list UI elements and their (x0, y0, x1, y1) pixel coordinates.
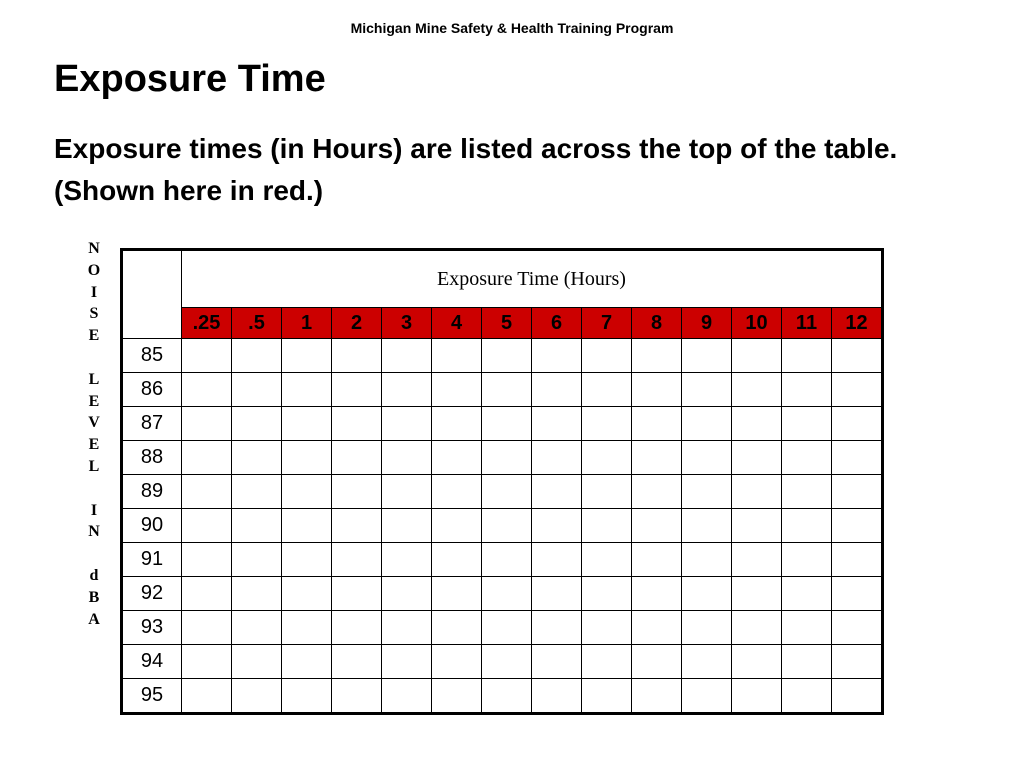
empty-cell (482, 645, 532, 679)
empty-cell (682, 373, 732, 407)
empty-cell (632, 339, 682, 373)
table-row (122, 509, 883, 543)
empty-cell (482, 577, 532, 611)
empty-cell (832, 611, 883, 645)
empty-cell (582, 373, 632, 407)
empty-cell (332, 509, 382, 543)
empty-cell (382, 679, 432, 714)
empty-cell (532, 577, 582, 611)
empty-cell (382, 407, 432, 441)
noise-level-cell: 87 (122, 407, 182, 441)
empty-cell (182, 339, 232, 373)
empty-cell (532, 645, 582, 679)
empty-cell (282, 509, 332, 543)
empty-cell (582, 543, 632, 577)
empty-cell (332, 679, 382, 714)
hour-header-cell: .5 (232, 308, 282, 339)
empty-cell (182, 645, 232, 679)
empty-cell (282, 373, 332, 407)
empty-cell (532, 441, 582, 475)
table-row (122, 407, 883, 441)
side-label-letter: I (90, 501, 98, 519)
empty-cell (832, 543, 883, 577)
corner-cell (122, 250, 182, 339)
empty-cell (432, 475, 482, 509)
empty-cell (832, 475, 883, 509)
empty-cell (282, 441, 332, 475)
empty-cell (232, 407, 282, 441)
empty-cell (182, 441, 232, 475)
empty-cell (632, 441, 682, 475)
side-label-letter: V (88, 414, 100, 432)
empty-cell (332, 373, 382, 407)
table-row (122, 577, 883, 611)
empty-cell (332, 407, 382, 441)
empty-cell (782, 645, 832, 679)
empty-cell (482, 441, 532, 475)
empty-cell (732, 611, 782, 645)
empty-cell (582, 475, 632, 509)
empty-cell (782, 407, 832, 441)
noise-level-cell: 88 (122, 441, 182, 475)
side-label-letter: L (88, 370, 100, 388)
empty-cell (232, 339, 282, 373)
empty-cell (632, 509, 682, 543)
empty-cell (332, 611, 382, 645)
empty-cell (732, 679, 782, 714)
table-row (122, 373, 883, 407)
empty-cell (232, 441, 282, 475)
empty-cell (382, 339, 432, 373)
empty-cell (732, 645, 782, 679)
side-label-letter: E (88, 436, 100, 454)
empty-cell (682, 645, 732, 679)
hours-header-row (122, 308, 883, 339)
empty-cell (432, 611, 482, 645)
empty-cell (382, 645, 432, 679)
hour-header-cell: 6 (532, 308, 582, 339)
empty-cell (482, 475, 532, 509)
program-header: Michigan Mine Safety & Health Training Program (350, 20, 674, 36)
empty-cell (782, 373, 832, 407)
empty-cell (682, 407, 732, 441)
empty-cell (282, 577, 332, 611)
empty-cell (732, 339, 782, 373)
page-title: Exposure Time (54, 58, 326, 100)
empty-cell (382, 543, 432, 577)
empty-cell (432, 509, 482, 543)
empty-cell (782, 339, 832, 373)
empty-cell (632, 645, 682, 679)
empty-cell (232, 373, 282, 407)
empty-cell (632, 543, 682, 577)
hour-header-cell: 12 (832, 308, 883, 339)
empty-cell (732, 577, 782, 611)
table-row (122, 543, 883, 577)
empty-cell (832, 645, 883, 679)
hour-header-cell: 3 (382, 308, 432, 339)
empty-cell (832, 509, 883, 543)
side-label-letter: E (88, 392, 100, 410)
empty-cell (682, 611, 732, 645)
empty-cell (282, 407, 332, 441)
noise-level-cell: 89 (122, 475, 182, 509)
empty-cell (182, 373, 232, 407)
empty-cell (732, 441, 782, 475)
table-row (122, 475, 883, 509)
hour-header-cell: 5 (482, 308, 532, 339)
empty-cell (782, 509, 832, 543)
empty-cell (282, 543, 332, 577)
side-label-letter: d (89, 566, 99, 584)
empty-cell (832, 339, 883, 373)
hour-header-cell: 1 (282, 308, 332, 339)
empty-cell (682, 577, 732, 611)
empty-cell (632, 373, 682, 407)
noise-level-cell: 90 (122, 509, 182, 543)
empty-cell (832, 407, 883, 441)
empty-cell (682, 509, 732, 543)
side-label-letter: N (88, 523, 100, 541)
empty-cell (232, 543, 282, 577)
empty-cell (732, 543, 782, 577)
table-row (122, 339, 883, 373)
side-label-letter (80, 543, 108, 565)
side-label-letter: E (88, 327, 100, 345)
empty-cell (432, 339, 482, 373)
empty-cell (782, 577, 832, 611)
empty-cell (482, 373, 532, 407)
empty-cell (532, 339, 582, 373)
hour-header-cell: 9 (682, 308, 732, 339)
side-label-letter (80, 347, 108, 369)
empty-cell (482, 543, 532, 577)
empty-cell (782, 543, 832, 577)
noise-level-cell: 94 (122, 645, 182, 679)
empty-cell (782, 441, 832, 475)
empty-cell (682, 679, 732, 714)
empty-cell (382, 441, 432, 475)
empty-cell (482, 509, 532, 543)
noise-level-cell: 95 (122, 679, 182, 714)
side-label-letter (80, 478, 108, 500)
noise-level-cell: 86 (122, 373, 182, 407)
empty-cell (182, 407, 232, 441)
empty-cell (232, 509, 282, 543)
empty-cell (582, 441, 632, 475)
empty-cell (832, 577, 883, 611)
empty-cell (682, 543, 732, 577)
table-row (122, 679, 883, 714)
empty-cell (382, 373, 432, 407)
empty-cell (432, 543, 482, 577)
empty-cell (232, 679, 282, 714)
hour-header-cell: 2 (332, 308, 382, 339)
table-caption: Exposure Time (Hours) (182, 250, 883, 308)
empty-cell (332, 577, 382, 611)
hour-header-cell: 4 (432, 308, 482, 339)
empty-cell (232, 645, 282, 679)
empty-cell (382, 509, 432, 543)
empty-cell (382, 611, 432, 645)
empty-cell (632, 611, 682, 645)
empty-cell (332, 441, 382, 475)
empty-cell (532, 373, 582, 407)
noise-level-cell: 91 (122, 543, 182, 577)
empty-cell (232, 577, 282, 611)
empty-cell (182, 543, 232, 577)
hour-header-cell: .25 (182, 308, 232, 339)
empty-cell (632, 577, 682, 611)
empty-cell (282, 679, 332, 714)
empty-cell (382, 577, 432, 611)
empty-cell (432, 373, 482, 407)
empty-cell (532, 475, 582, 509)
empty-cell (782, 475, 832, 509)
empty-cell (832, 679, 883, 714)
empty-cell (232, 475, 282, 509)
side-label-letter: B (88, 588, 100, 606)
empty-cell (382, 475, 432, 509)
empty-cell (532, 543, 582, 577)
side-label-letter: I (90, 283, 98, 301)
empty-cell (732, 373, 782, 407)
empty-cell (332, 645, 382, 679)
empty-cell (532, 509, 582, 543)
empty-cell (832, 441, 883, 475)
empty-cell (532, 407, 582, 441)
empty-cell (282, 611, 332, 645)
empty-cell (182, 679, 232, 714)
empty-cell (682, 475, 732, 509)
empty-cell (582, 679, 632, 714)
empty-cell (482, 611, 532, 645)
empty-cell (582, 509, 632, 543)
side-label-letter: A (88, 610, 100, 628)
empty-cell (582, 407, 632, 441)
empty-cell (282, 645, 332, 679)
table-row (122, 645, 883, 679)
empty-cell (432, 679, 482, 714)
empty-cell (182, 577, 232, 611)
empty-cell (532, 679, 582, 714)
empty-cell (582, 577, 632, 611)
hour-header-cell: 10 (732, 308, 782, 339)
noise-level-cell: 93 (122, 611, 182, 645)
hour-header-cell: 11 (782, 308, 832, 339)
table-row (122, 441, 883, 475)
empty-cell (682, 339, 732, 373)
empty-cell (182, 611, 232, 645)
empty-cell (682, 441, 732, 475)
empty-cell (282, 475, 332, 509)
exposure-time-table (120, 248, 884, 715)
empty-cell (832, 373, 883, 407)
empty-cell (282, 339, 332, 373)
hour-header-cell: 7 (582, 308, 632, 339)
noise-level-vertical-label (80, 238, 108, 630)
empty-cell (332, 475, 382, 509)
empty-cell (782, 679, 832, 714)
empty-cell (332, 543, 382, 577)
side-label-letter: O (87, 261, 101, 279)
empty-cell (432, 645, 482, 679)
empty-cell (232, 611, 282, 645)
side-label-letter: N (88, 240, 100, 257)
noise-level-cell: 92 (122, 577, 182, 611)
empty-cell (782, 611, 832, 645)
empty-cell (632, 407, 682, 441)
empty-cell (182, 509, 232, 543)
empty-cell (482, 407, 532, 441)
hour-header-cell: 8 (632, 308, 682, 339)
side-label-letter: S (89, 305, 99, 323)
empty-cell (632, 475, 682, 509)
empty-cell (582, 611, 632, 645)
empty-cell (732, 475, 782, 509)
side-label-letter: L (88, 457, 100, 475)
page-subtitle: Exposure times (in Hours) are listed across the top of the table. (Shown here in red.) (54, 133, 898, 206)
empty-cell (582, 339, 632, 373)
empty-cell (482, 679, 532, 714)
empty-cell (732, 407, 782, 441)
empty-cell (582, 645, 632, 679)
empty-cell (432, 407, 482, 441)
empty-cell (432, 441, 482, 475)
empty-cell (332, 339, 382, 373)
table-row (122, 611, 883, 645)
empty-cell (632, 679, 682, 714)
noise-level-cell: 85 (122, 339, 182, 373)
empty-cell (432, 577, 482, 611)
empty-cell (732, 509, 782, 543)
empty-cell (182, 475, 232, 509)
empty-cell (482, 339, 532, 373)
empty-cell (532, 611, 582, 645)
